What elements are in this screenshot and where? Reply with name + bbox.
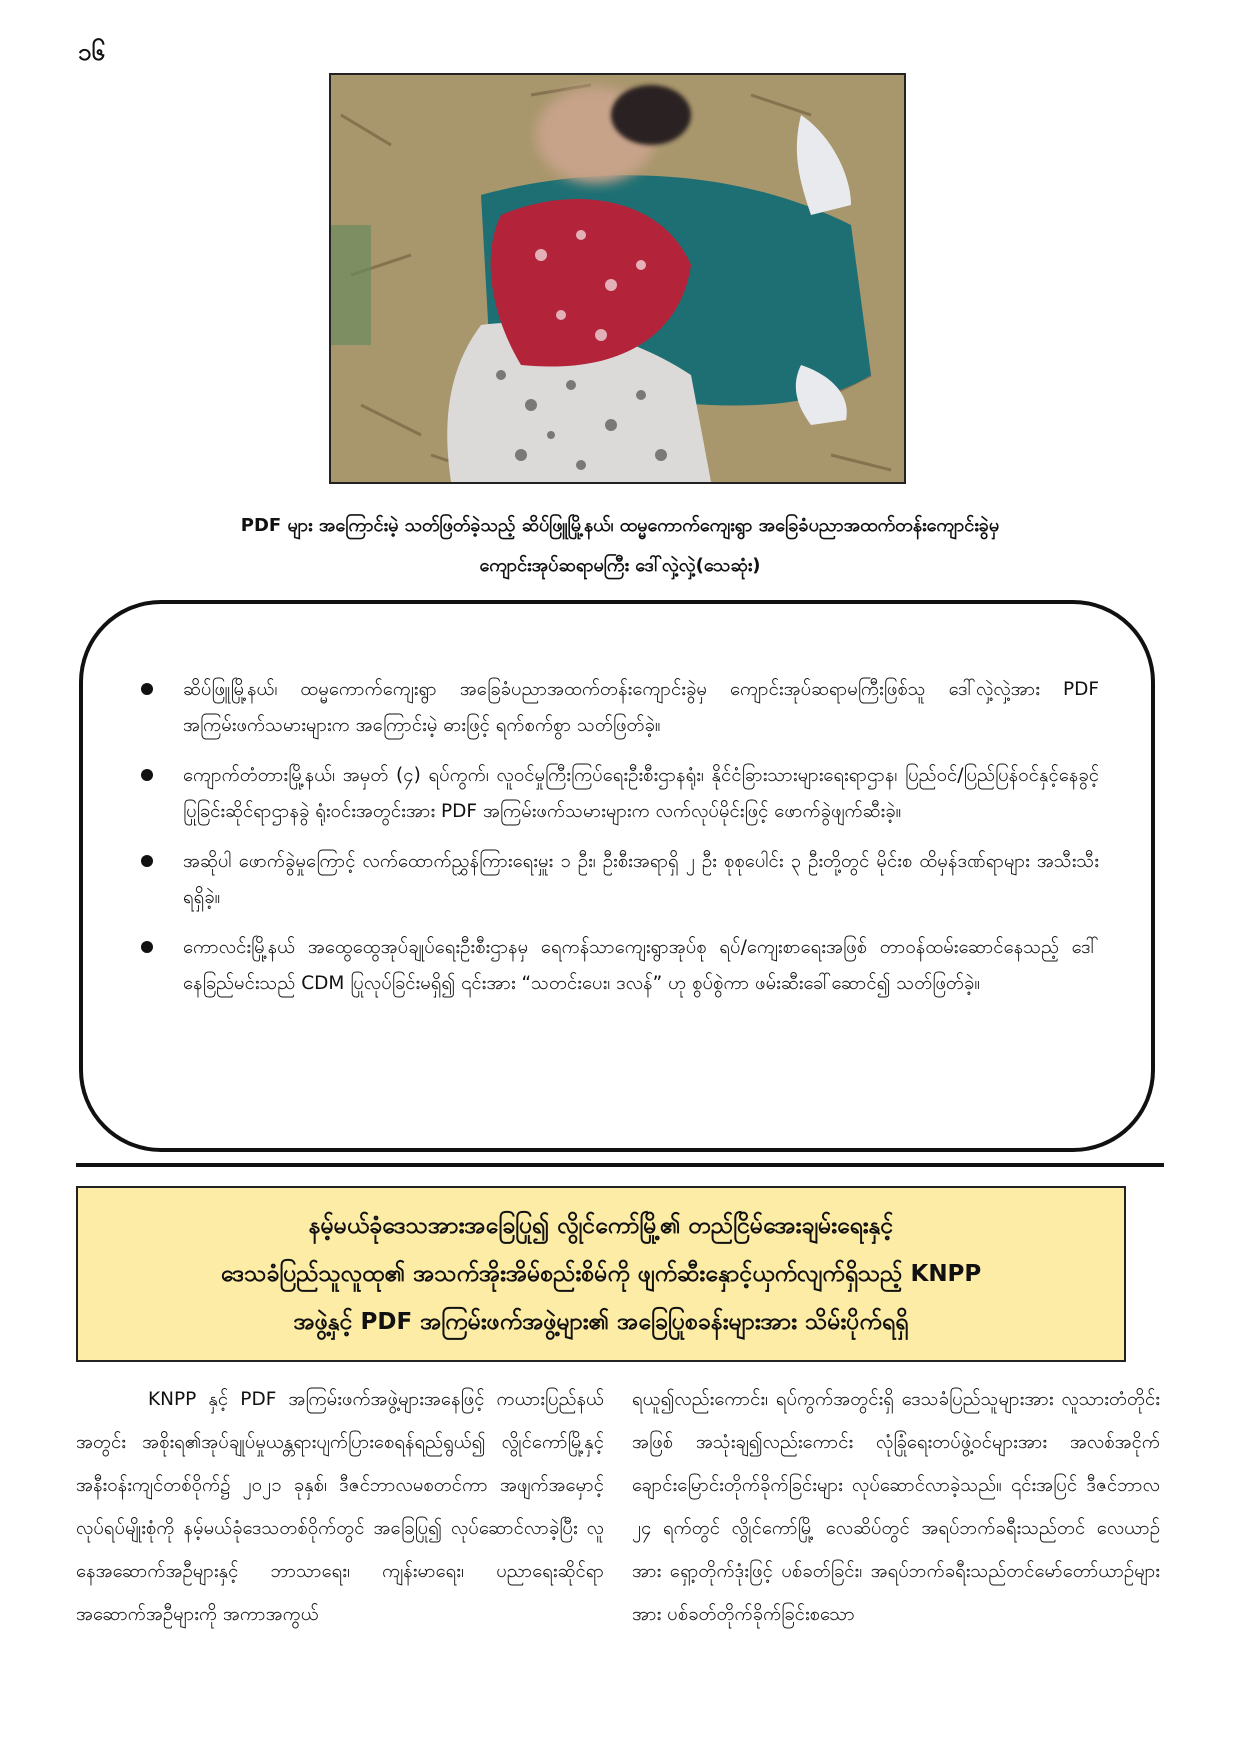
article-column-left: KNPP နှင့် PDF အကြမ်းဖက်အဖွဲ့များအနေဖြင့် ကယားပြည်နယ်အတွင်း အစိုးရ၏အုပ်ချုပ်မှုယန္တရားပျက်ပြားစေရန်ရည်ရွယ်၍ လွိုင်ကော်မြို့နှင့် အနီးဝန်းကျင်တစ်ဝိုက်၌ ၂၀၂၁ ခုနှစ်၊ ဒီဇင်ဘာလမစတင်ကာ အဖျက်အမှောင့်လုပ်ရပ်မျိုးစုံကို နမ့်မယ်ခုံဒေသတစ်ဝိုက်တွင် အခြေပြု၍ လုပ်ဆောင်လာခဲ့ပြီး လူနေအဆောက်အဦများနှင့် ဘာသာရေး၊ ကျန်းမာရေး၊ ပညာရေးဆိုင်ရာ အဆောက်အဦများကို အကာအကွယ် xyxy=(76,1389,604,1625)
bullet-icon xyxy=(141,855,153,867)
headline-line: ဒေသခံပြည်သူလူထု၏ အသက်အိုးအိမ်စည်းစိမ်ကို ဖျက်ဆီးနှောင့်ယှက်လျက်ရှိသည့် KNPP xyxy=(220,1261,982,1287)
summary-item xyxy=(141,672,1099,744)
bullet-icon xyxy=(141,769,153,781)
hair xyxy=(611,85,691,145)
summary-item-text: ကောလင်းမြို့နယ် အထွေထွေအုပ်ချုပ်ရေးဦးစီးဌာနမှ ရေကန်သာကျေးရွာအုပ်စု ရပ်/ကျေးစာရေးအဖြစ် တာဝန်ထမ်းဆောင်နေသည့် ဒေါ်နေခြည်မင်းသည် CDM ပြုလုပ်ခြင်းမရှိ၍ ၎င်းအား “သတင်းပေး၊ ဒလန်” ဟု စွပ်စွဲကာ ဖမ်းဆီးခေါ်ဆောင်၍ သတ်ဖြတ်ခဲ့။ xyxy=(183,937,1099,994)
bullet-icon xyxy=(141,941,153,953)
summary-item-text: အဆိုပါ ဖောက်ခွဲမှုကြောင့် လက်ထောက်ညွှန်ကြားရေးမှူး ၁ ဦး၊ ဦးစီးအရာရှိ ၂ ဦး စုစုပေါင်း ၃ ဦးတို့တွင် မိုင်းစ ထိမှန်ဒဏ်ရာများ အသီးသီးရရှိခဲ့။ xyxy=(183,851,1099,908)
bystander-clothing xyxy=(331,225,371,345)
section-divider xyxy=(76,1163,1164,1167)
summary-item xyxy=(141,758,1099,830)
summary-item xyxy=(141,930,1099,1002)
summary-item-text: ဆိပ်ဖြူမြို့နယ်၊ ထမ္မကောက်ကျေးရွာ အခြေခံပညာအထက်တန်းကျောင်းခွဲမှ ကျောင်းအုပ်ဆရာမကြီးဖြစ်သူ ဒေါ်လှဲ့လှဲ့အား PDF အကြမ်းဖက်သမားများက အကြောင်းမဲ့ ဓားဖြင့် ရက်စက်စွာ သတ်ဖြတ်ခဲ့။ xyxy=(183,679,1099,736)
summary-item xyxy=(141,844,1099,916)
headline-line: နမ့်မယ်ခုံဒေသအားအခြေပြု၍ လွိုင်ကော်မြို့၏ တည်ငြိမ်အေးချမ်းရေးနှင့် xyxy=(308,1213,894,1239)
article-column-right: ရယူ၍လည်းကောင်း၊ ရပ်ကွက်အတွင်းရှိ ဒေသခံပြည်သူများအား လူသားတံတိုင်းအဖြစ် အသုံးချ၍လည်းကောင်း လုံခြုံရေးတပ်ဖွဲ့ဝင်များအား အလစ်အငိုက် ချောင်းမြောင်းတိုက်ခိုက်ခြင်းများ လုပ်ဆောင်လာခဲ့သည်။ ၎င်းအပြင် ဒီဇင်ဘာလ ၂၄ ရက်တွင် လွိုင်ကော်မြို့ လေဆိပ်တွင် အရပ်ဘက်ခရီးသည်တင် လေယာဉ်အား ရှော့တိုက်ဒုံးဖြင့် ပစ်ခတ်ခြင်း၊ အရပ်ဘက်ခရီးသည်တင်မော်တော်ယာဉ်များအား ပစ်ခတ်တိုက်ခိုက်ခြင်းစသော xyxy=(632,1389,1160,1625)
news-photo xyxy=(329,73,906,484)
summary-item-text: ကျောက်တံတားမြို့နယ်၊ အမှတ် (၄) ရပ်ကွက်၊ လူဝင်မှုကြီးကြပ်ရေးဦးစီးဌာနရုံး၊ နိုင်ငံခြားသားများရေးရာဌာန၊ ပြည်ဝင်/ပြည်ပြန်ဝင်နှင့်နေခွင့်ပြုခြင်းဆိုင်ရာဌာနခွဲ ရုံးဝင်းအတွင်းအား PDF အကြမ်းဖက်သမားများက လက်လုပ်မိုင်းဖြင့် ဖောက်ခွဲဖျက်ဆီးခဲ့။ xyxy=(183,765,1099,822)
summary-list xyxy=(141,672,1099,1016)
caption-line: ကျောင်းအုပ်ဆရာမကြီး ဒေါ်လှဲ့လှဲ့(သေဆုံး) xyxy=(479,555,761,576)
summary-box xyxy=(79,600,1155,1152)
news-photo-illustration xyxy=(331,75,904,482)
caption-line: PDF များ အကြောင်းမဲ့ သတ်ဖြတ်ခဲ့သည့် ဆိပ်ဖြူမြို့နယ်၊ ထမ္မကောက်ကျေးရွာ အခြေခံပညာအထက်တန်းကျောင်းခွဲမှ xyxy=(240,515,1000,536)
headline-line: အဖွဲ့နှင့် PDF အကြမ်းဖက်အဖွဲ့များ၏ အခြေပြုစခန်းများအား သိမ်းပိုက်ရရှိ xyxy=(293,1309,909,1335)
bullet-icon xyxy=(141,683,153,695)
photo-caption xyxy=(120,506,1120,586)
article-headline xyxy=(76,1186,1126,1362)
page-number: ၁၆ xyxy=(78,38,105,66)
